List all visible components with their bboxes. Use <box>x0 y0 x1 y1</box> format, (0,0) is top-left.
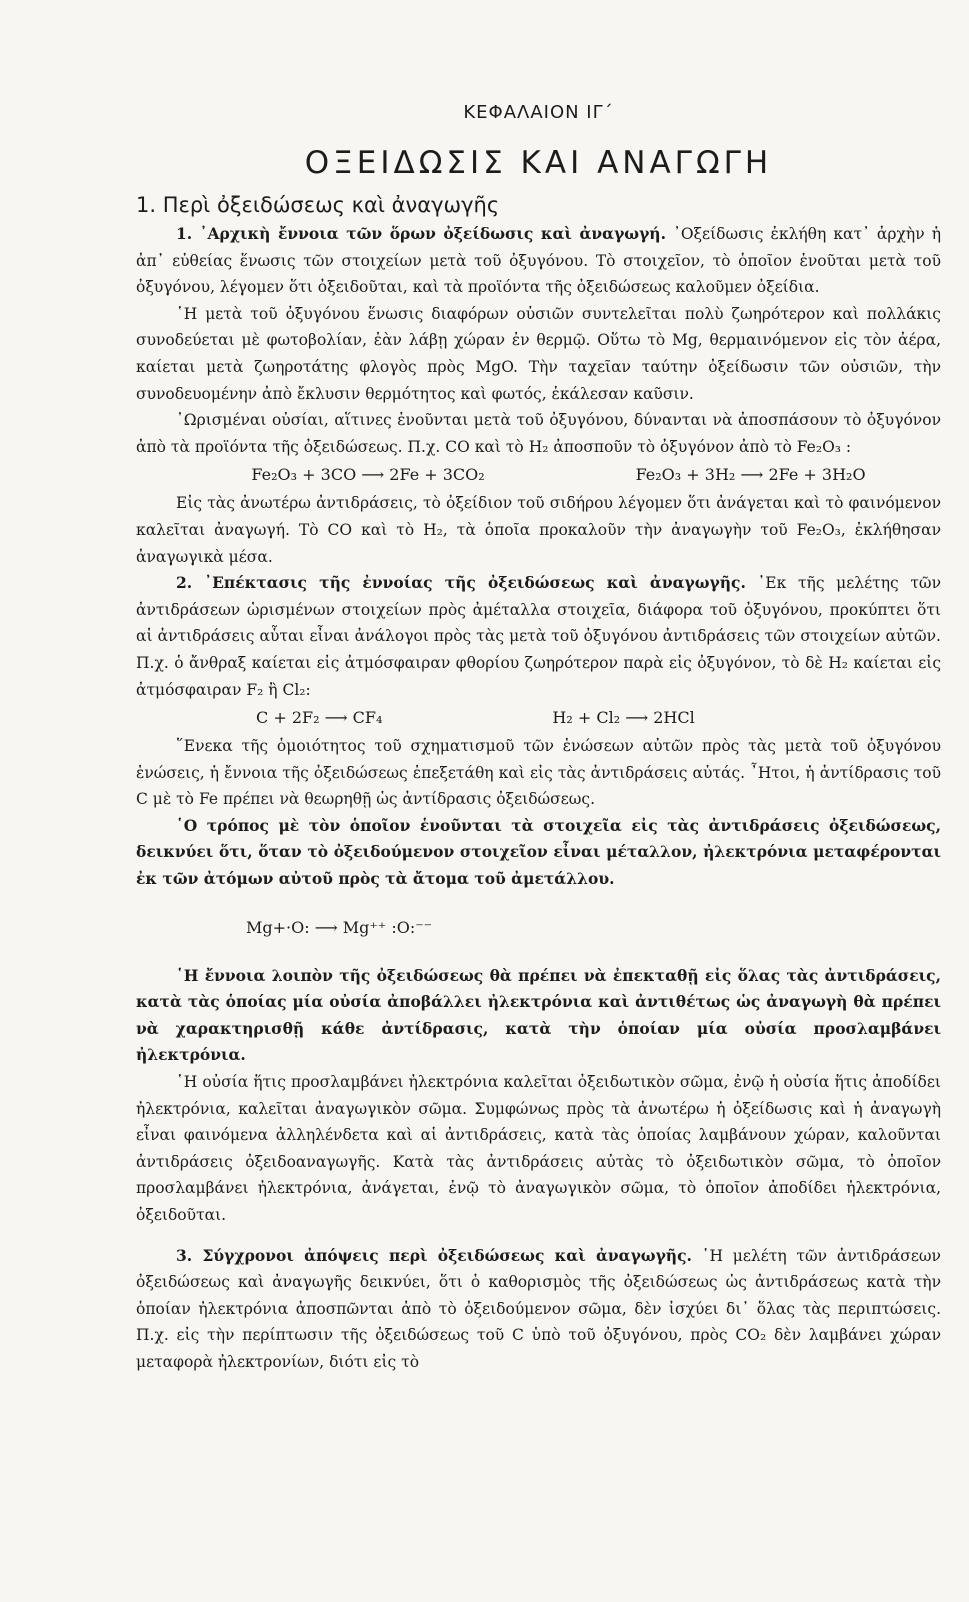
paragraph-10 <box>136 1243 941 1376</box>
paragraph-3: ᾿Ωρισμέναι οὐσίαι, αἵτινες ἑνοῦνται μετὰ τοῦ ὀξυγόνου, δύνανται νὰ ἀποσπάσουν τὸ ὀξυγόνον ἀπὸ τὰ προϊόντα τῆς ὀξειδώσεως. Π.χ. CO καὶ τὸ H₂ ἀποσποῦν τὸ ὀξυγόνον ἀπὸ τὸ Fe₂O₃ : <box>136 411 941 456</box>
paragraph-1-text: ᾿Οξείδωσις ἐκλήθη κατ᾿ ἀρχὴν ἡ ἀπ᾿ εὐθείας ἕνωσις τῶν στοιχείων μετὰ τοῦ ὀξυγόνου. Τὸ στοιχεῖον, τὸ ὁποῖον ἑνοῦται μετὰ τοῦ ὀξυγόνου, λέγομεν ὅτι ὀξειδοῦται, καὶ τὰ προϊόντα τῆς ὀξειδώσεως καλοῦμεν ὀξείδια. <box>136 225 941 297</box>
book-page <box>0 102 969 1602</box>
paragraph-4: Εἰς τὰς ἀνωτέρω ἀντιδράσεις, τὸ ὀξείδιον τοῦ σιδήρου λέγομεν ὅτι ἀνάγεται καὶ τὸ φαινόμενον καλεῖται ἀναγωγή. Τὸ CO καὶ τὸ H₂, τὰ ὁποῖα προκαλοῦν τὴν ἀναγωγὴν τοῦ Fe₂O₃, ἐκλήθησαν ἀναγωγικὰ μέσα. <box>136 494 941 566</box>
paragraph-7: ῾Ο τρόπος μὲ τὸν ὁποῖον ἑνοῦνται τὰ στοιχεῖα εἰς τὰς ἀντιδράσεις ὀξειδώσεως, δεικνύει ὅτι, ὅταν τὸ ὀξειδούμενον στοιχεῖον εἶναι μέταλλον, ἠλεκτρόνια μεταφέρονται ἐκ τῶν ἀτόμων αὐτοῦ πρὸς τὰ ἄτομα τοῦ ἀμετάλλου. <box>136 815 941 889</box>
equation-row-3 <box>136 913 941 943</box>
paragraph-5-text: ᾿Εκ τῆς μελέτης τῶν ἀντιδράσεων ὡρισμένων στοιχείων πρὸς ἀμέταλλα στοιχεῖα, διάφορα τοῦ ὀξυγόνου, προκύπτει ὅτι αἱ ἀντιδράσεις αὗται εἶναι ἀνάλογοι πρὸς τὰς μετὰ τοῦ ὀξυγόνου ἀντιδράσεις τῶν στοιχείων αὐτῶν. Π.χ. ὁ ἄνθραξ καίεται εἰς ἀτμόσφαιραν φθορίου ζωηρότερον παρὰ εἰς ὀξυγόνον, τὸ δὲ H₂ καίεται εἰς ἀτμόσφαιραν F₂ ἢ Cl₂: <box>136 574 941 699</box>
page-title: ΟΞΕΙΔΩΣΙΣ ΚΑΙ ΑΝΑΓΩΓΗ <box>304 145 773 181</box>
section-heading: 1. Περὶ ὀξειδώσεως καὶ ἀναγωγῆς <box>136 193 500 217</box>
equation-fe2o3-co: Fe₂O₃ + 3CO ⟶ 2Fe + 3CO₂ <box>251 465 485 485</box>
paragraph-gap <box>136 1229 941 1243</box>
equation-c-f2: C + 2F₂ ⟶ CF₄ <box>256 708 383 728</box>
chapter-label: ΚΕΦΑΛΑΙΟΝ ΙΓ΄ <box>463 102 614 123</box>
paragraph-6: ῞Ενεκα τῆς ὁμοιότητος τοῦ σχηματισμοῦ τῶν ἑνώσεων αὐτῶν πρὸς τὰς μετὰ τοῦ ὀξυγόνου ἑνώσεις, ἡ ἔννοια τῆς ὀξειδώσεως ἐπεξετάθη καὶ εἰς τὰς ἀντιδράσεις αὐτάς. ῏Ητοι, ἡ ἀντίδρασις τοῦ C μὲ τὸ Fe πρέπει νὰ θεωρηθῇ ὡς ἀντίδρασις ὀξειδώσεως. <box>136 737 941 809</box>
paragraph-2: ῾Η μετὰ τοῦ ὀξυγόνου ἕνωσις διαφόρων οὐσιῶν συντελεῖται πολὺ ζωηρότερον καὶ πολλάκις συνοδεύεται μὲ φωτοβολίαν, ἐὰν λάβῃ χώραν ἐν θερμῷ. Οὕτω τὸ Mg, θερμαινόμενον εἰς τὸν ἀέρα, καίεται μετὰ ζωηροτάτης φλογὸς πρὸς MgO. Τὴν ταχεῖαν ταύτην ὀξείδωσιν τῶν οὐσιῶν, τὴν συνοδευομένην ἀπὸ ἔκλυσιν θερμότητος καὶ φωτός, ἐκάλεσαν καῦσιν. <box>136 304 941 403</box>
paragraph-1-head: 1. ᾿Αρχικὴ ἔννοια τῶν ὅρων ὀξείδωσις καὶ ἀναγωγή. <box>176 224 666 243</box>
paragraph-8: ῾Η ἔννοια λοιπὸν τῆς ὀξειδώσεως θὰ πρέπει νὰ ἐπεκταθῇ εἰς ὅλας τὰς ἀντιδράσεις, κατὰ τὰς ὁποίας μία οὐσία ἀποβάλλει ἠλεκτρόνια καὶ ἀντιθέτως ὡς ἀναγωγὴ θὰ πρέπει νὰ χαρακτηρισθῇ κάθε ἀντίδρασις, κατὰ τὴν ὁποίαν μία οὐσία προσλαμβάνει ἠλεκτρόνια. <box>136 965 941 1065</box>
paragraph-5-head: 2. ᾿Επέκτασις τῆς ἐννοίας τῆς ὀξειδώσεως καὶ ἀναγωγῆς. <box>176 573 746 593</box>
equation-row-1 <box>176 460 941 490</box>
equation-fe2o3-h2: Fe₂O₃ + 3H₂ ⟶ 2Fe + 3H₂O <box>635 465 866 485</box>
paragraph-10-head: 3. Σύγχρονοι ἀπόψεις περὶ ὀξειδώσεως καὶ ἀναγωγῆς. <box>176 1245 692 1265</box>
equation-h2-cl2: H₂ + Cl₂ ⟶ 2HCl <box>552 708 695 728</box>
paragraph-5 <box>136 570 941 703</box>
paragraph-9: ῾Η οὐσία ἥτις προσλαμβάνει ἠλεκτρόνια καλεῖται ὀξειδωτικὸν σῶμα, ἐνῷ ἡ οὐσία ἥτις ἀποδίδει ἠλεκτρόνια, καλεῖται ἀναγωγικὸν σῶμα. Συμφώνως πρὸς τὰ ἀνωτέρω ἡ ὀξείδωσις καὶ ἡ ἀναγωγὴ εἶναι φαινόμενα ἀλληλένδετα καὶ αἱ ἀντιδράσεις, κατὰ τὰς ὁποίας λαμβάνουν χώραν, καλοῦνται ἀντιδράσεις ὀξειδοαναγωγῆς. Κατὰ τὰς ἀντιδράσεις αὐτὰς τὸ ὀξειδωτικὸν σῶμα, τὸ ὁποῖον προσλαμβάνει ἠλεκτρόνια, ἀνάγεται, ἐνῷ τὸ ἀναγωγικὸν σῶμα, τὸ ὁποῖον ἀποδίδει ἠλεκτρόνια, ὀξειδοῦται. <box>136 1073 941 1224</box>
equation-row-2 <box>136 703 941 733</box>
paragraph-1 <box>136 221 941 301</box>
equation-mg-o-electron: Mg+·O: ⟶ Mg⁺⁺ :O:⁻⁻ <box>246 917 433 937</box>
paragraph-10-text: ῾Η μελέτη τῶν ἀντιδράσεων ὀξειδώσεως καὶ ἀναγωγῆς δεικνύει, ὅτι ὁ καθορισμὸς τῆς ὀξειδώσεως ὡς ἀντιδράσεως κατὰ τὴν ὁποίαν ἠλεκτρόνια ἀποσπῶνται ἀπὸ τὸ ὀξειδούμενον σῶμα, δὲν ἰσχύει δι᾿ ὅλας τὰς περιπτώσεις. Π.χ. εἰς τὴν περίπτωσιν τῆς ὀξειδώσεως τοῦ C ὑπὸ τοῦ ὀξυγόνου, πρὸς CO₂ δὲν λαμβάνει χώραν μεταφορὰ ἠλεκτρονίων, διότι εἰς τὸ <box>136 1246 941 1371</box>
